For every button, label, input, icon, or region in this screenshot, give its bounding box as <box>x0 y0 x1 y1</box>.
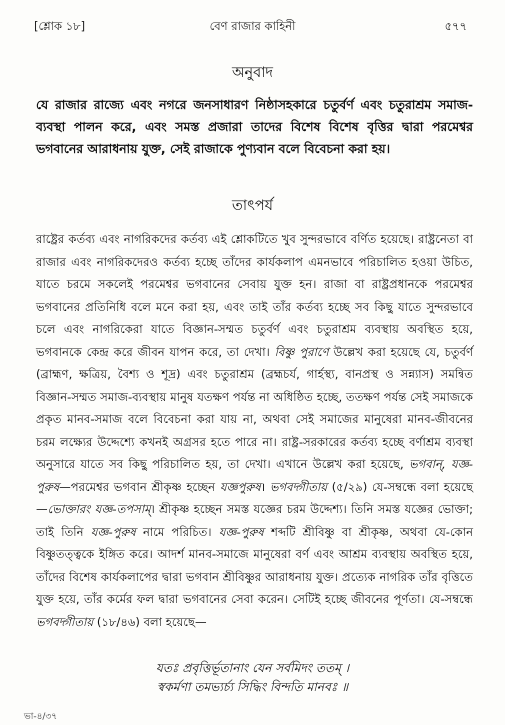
purport-text: —পরমেশ্বর ভগবান শ্রীকৃষ্ণ হচ্ছেন <box>59 479 216 494</box>
purport-heading: তাৎপর্য <box>231 198 274 214</box>
translation-text: যে রাজার রাজ্যে এবং নগরে জনসাধারণ নিষ্ঠাসহকারে চতুর্বর্ণ এবং চতুরাশ্রম সমাজ-ব্যবস্থা পালন করে, এবং সমস্ত প্রজারা তাদের বিশেষ বিশেষ বৃত্তির দ্বারা পরমেশ্বর ভগবানের আরাধনায় যুক্ত, সেই রাজাকে পুণ্যবান বলে বিবেচনা করা হয়। <box>36 97 473 156</box>
verse-line-1: যতঃ প্রবৃত্তির্ভূতানাং যেন সর্বমিদং ততম্ । <box>155 661 350 675</box>
page-number: ৫৭৭ <box>444 19 467 33</box>
purport-text: (১৮/৪৬) বলা হয়েছে— <box>96 614 207 629</box>
purport-text: । <box>260 479 266 494</box>
printer-signature: ভা-৪/৩৭ <box>24 712 58 722</box>
purport-text: রাষ্ট্রের কর্তব্য এবং নাগরিকদের কর্তব্য এই শ্লোকটিতে খুব সুন্দরভাবে বর্ণিত হয়েছে। রাষ্ট্রনেতা বা রাজার এবং নাগরিকদেরও কর্তব্য হচ্ছে তাঁদের কার্যকলাপ এমনভাবে পরিচালিত হওয়া উচিত, যাতে চরমে সকলেই পরমেশ্বর ভগবানের সেবায় যুক্ত হন। রাজা বা রাষ্ট্রপ্রধানকে পরমেশ্বর ভগবানের প্রতিনিধি বলে মনে করা হয়, এবং তাই তাঁর কর্তব্য হচ্ছে সব কিছু যাতে সুন্দরভাবে চলে এবং নাগরিকেরা যাতে বিজ্ঞান-সম্মত চতুর্বর্ণ এবং চতুরাশ্রম ব্যবস্থায় অবস্থিত হয়ে, ভগবানকে কেন্দ্র করে জীবন যাপন করে, তা দেখা। <box>36 232 473 359</box>
purport-text: শব্দটি শ্রীবিষ্ণু বা শ্রীকৃষ্ণ, অথবা যে-কোন বিষ্ণুতত্ত্বকে ইঙ্গিত করে। আদর্শ মানব-সমাজে মানুষেরা বর্ণ এবং আশ্রম ব্যবস্থায় অবস্থিত হয়ে, তাঁদের বিশেষ কার্যকলাপের দ্বারা ভগবান শ্রীবিষ্ণুর আরাধনায় যুক্ত। প্রত্যেক নাগরিক তাঁর বৃত্তিতে যুক্ত হয়ে, তাঁর কর্মের ফল দ্বারা ভগবানের সেবা করেন। সেটিই হচ্ছে জীবনের পূর্ণতা। যে-সম্বন্ধে <box>36 524 474 606</box>
purport-text: । শ্রীকৃষ্ণ হচ্ছেন সমস্ত যজ্ঞের চরম উদ্দেশ্য। তিনি সমস্ত যজ্ঞের ভোক্তা; তাই তিনি <box>36 502 473 539</box>
sanskrit-quote: ভোক্তারং যজ্ঞ-তপসাম্ <box>47 502 151 516</box>
running-head-verse-number: [শ্লোক ১৮] <box>34 19 86 33</box>
purport-paragraph <box>36 228 473 633</box>
sanskrit-term: যজ্ঞ-পুরুষ <box>218 524 264 539</box>
sanskrit-term: ভগবান্, যজ্ঞ-পুরুষ <box>36 457 473 494</box>
running-head-title: বেণ রাজার কাহিনী <box>209 19 296 33</box>
sanskrit-term: যজ্ঞ-পুরুষ <box>90 524 136 539</box>
scripture-reference: ভগবদ্গীতায় <box>36 614 94 629</box>
sanskrit-term: যজ্ঞপুরুষ <box>219 479 261 494</box>
purport-text: নামে পরিচিত। <box>142 524 212 539</box>
scripture-reference: বিষ্ণু পুরাণে <box>274 344 329 359</box>
purport-text: (৫/২৯) যে-সম্বন্ধে বলা হয়েছে— <box>36 479 474 516</box>
purport-text: উল্লেখ করা হয়েছে যে, চতুর্বর্ণ (ব্রাহ্মণ, ক্ষত্রিয়, বৈশ্য ও শূদ্র) এবং চতুরাশ্রম (ব্রহ্মচর্য, গার্হস্থ্য, বানপ্রস্থ ও সন্ন্যাস) সমন্বিত বিজ্ঞান-সম্মত সমাজ-ব্যবস্থায় মানুষ যতক্ষণ পর্যন্ত না অধিষ্ঠিত হচ্ছে, ততক্ষণ পর্যন্ত সেই সমাজকে প্রকৃত মানব-সমাজ বলে বিবেচনা করা যায় না, অথবা সেই সমাজের মানুষেরা মানব-জীবনের চরম লক্ষ্যের উদ্দেশ্যে কখনই অগ্রসর হতে পারে না। রাষ্ট্র-সরকারের কর্তব্য হচ্ছে বর্ণাশ্রম ব্যবস্থা অনুসারে যাতে সব কিছু পরিচালিত হয়, তা দেখা। এখানে উল্লেখ করা হয়েছে, <box>36 344 474 471</box>
verse-line-2: স্বকর্মণা তমভ্যর্চ্য সিদ্ধিং বিন্দতি মানবঃ ॥ <box>156 680 349 694</box>
translation-heading: অনুবাদ <box>231 65 274 81</box>
scripture-reference: ভগবদ্গীতায় <box>269 479 328 494</box>
